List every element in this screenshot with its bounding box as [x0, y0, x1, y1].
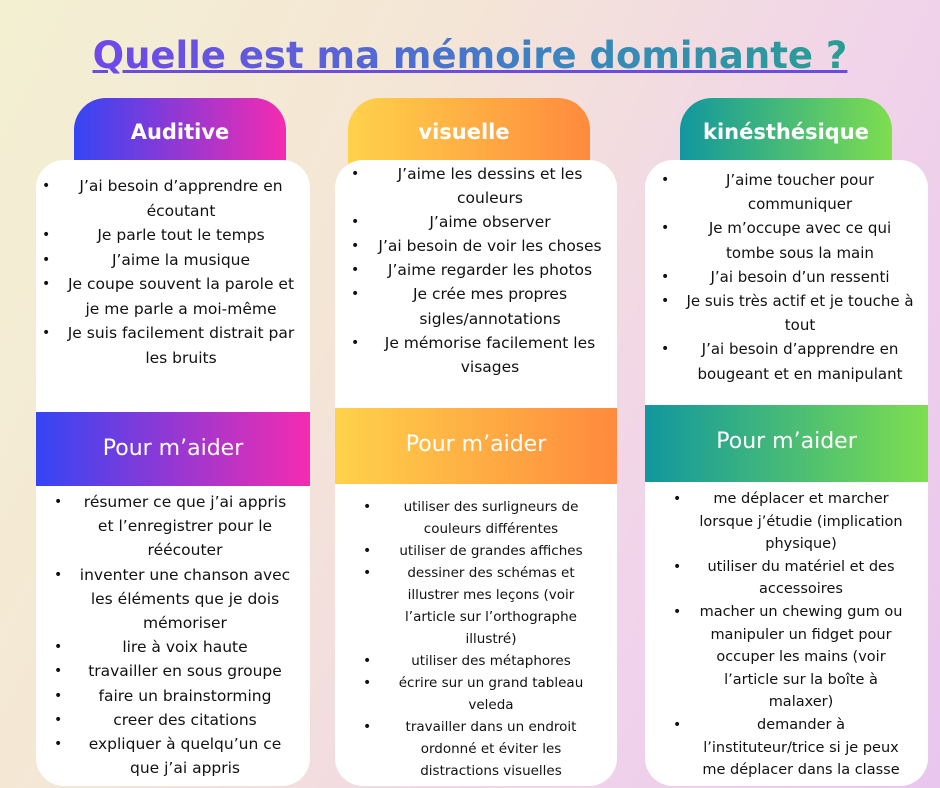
page-title: Quelle est ma mémoire dominante ?	[0, 34, 940, 77]
card-visuelle	[335, 160, 617, 786]
list-item: • J’aime la musique	[42, 248, 304, 273]
list-item: • inventer une chanson avec les éléments que je dois mémoriser	[54, 563, 300, 636]
list-item: • J’ai besoin d’apprendre en bougeant et en manipulant	[661, 337, 919, 385]
help-kinesthesique	[673, 488, 909, 782]
list-item: • résumer ce que j’ai appris et l’enregistrer pour le réécouter	[54, 490, 300, 563]
list-item: • creer des citations	[54, 708, 300, 732]
list-item: • utiliser de grandes affiches	[363, 540, 599, 562]
list-item: • Je crée mes propres sigles/annotations	[351, 282, 607, 330]
list-item: • J’aime les dessins et les couleurs	[351, 162, 607, 210]
help-label-auditive: Pour m’aider	[102, 436, 244, 461]
list-item: • J’aime observer	[351, 210, 607, 234]
list-item: • Je suis facilement distrait par les bruits	[42, 321, 304, 370]
list-item: • expliquer à quelqu’un ce que j’ai appris	[54, 732, 300, 780]
list-item: • me déplacer et marcher lorsque j’étudie (implication physique)	[673, 488, 909, 556]
card-kinesthesique	[645, 160, 928, 786]
list-item: • macher un chewing gum ou manipuler un fidget pour occuper les mains (voir l’article sur la boîte à malaxer)	[673, 601, 909, 714]
list-item: • écrire sur un grand tableau veleda	[363, 672, 599, 716]
help-auditive	[54, 490, 300, 780]
list-item: • Je suis très actif et je touche à tout	[661, 289, 919, 337]
help-band-visuelle	[335, 408, 617, 484]
list-item: • dessiner des schémas et illustrer mes leçons (voir l’article sur l’orthographe illustré)	[363, 562, 599, 650]
list-item: • Je coupe souvent la parole et je me parle a moi-même	[42, 272, 304, 321]
help-label-visuelle: Pour m’aider	[405, 432, 547, 457]
list-item: • travailler en sous groupe	[54, 659, 300, 683]
list-item: • lire à voix haute	[54, 635, 300, 659]
list-item: • J’aime toucher pour communiquer	[661, 168, 919, 216]
help-band-kinesthesique	[645, 405, 928, 482]
traits-kinesthesique	[661, 168, 919, 386]
list-item: • utiliser du matériel et des accessoires	[673, 556, 909, 601]
card-auditive	[36, 160, 310, 786]
traits-visuelle	[351, 162, 607, 379]
list-item: • demander à l’instituteur/trice si je peux me déplacer dans la classe	[673, 714, 909, 782]
list-item: • travailler dans un endroit ordonné et éviter les distractions visuelles	[363, 716, 599, 782]
list-item: • faire un brainstorming	[54, 684, 300, 708]
header-auditive-label: Auditive	[130, 120, 230, 144]
traits-auditive	[42, 174, 304, 370]
list-item: • J’aime regarder les photos	[351, 258, 607, 282]
list-item: • Je parle tout le temps	[42, 223, 304, 248]
header-visuelle-label: visuelle	[418, 120, 510, 144]
list-item: • Je mémorise facilement les visages	[351, 331, 607, 379]
list-item: • J’ai besoin de voir les choses	[351, 234, 607, 258]
header-kinesthesique-label: kinésthésique	[702, 120, 869, 144]
help-band-auditive	[36, 412, 310, 486]
list-item: • utiliser des métaphores	[363, 650, 599, 672]
list-item: • J’ai besoin d’un ressenti	[661, 265, 919, 289]
list-item: • J’ai besoin d’apprendre en écoutant	[42, 174, 304, 223]
list-item: • utiliser des surligneurs de couleurs différentes	[363, 496, 599, 540]
help-label-kinesthesique: Pour m’aider	[716, 429, 857, 454]
list-item: • Je m’occupe avec ce qui tombe sous la main	[661, 216, 919, 264]
help-visuelle	[363, 496, 599, 782]
